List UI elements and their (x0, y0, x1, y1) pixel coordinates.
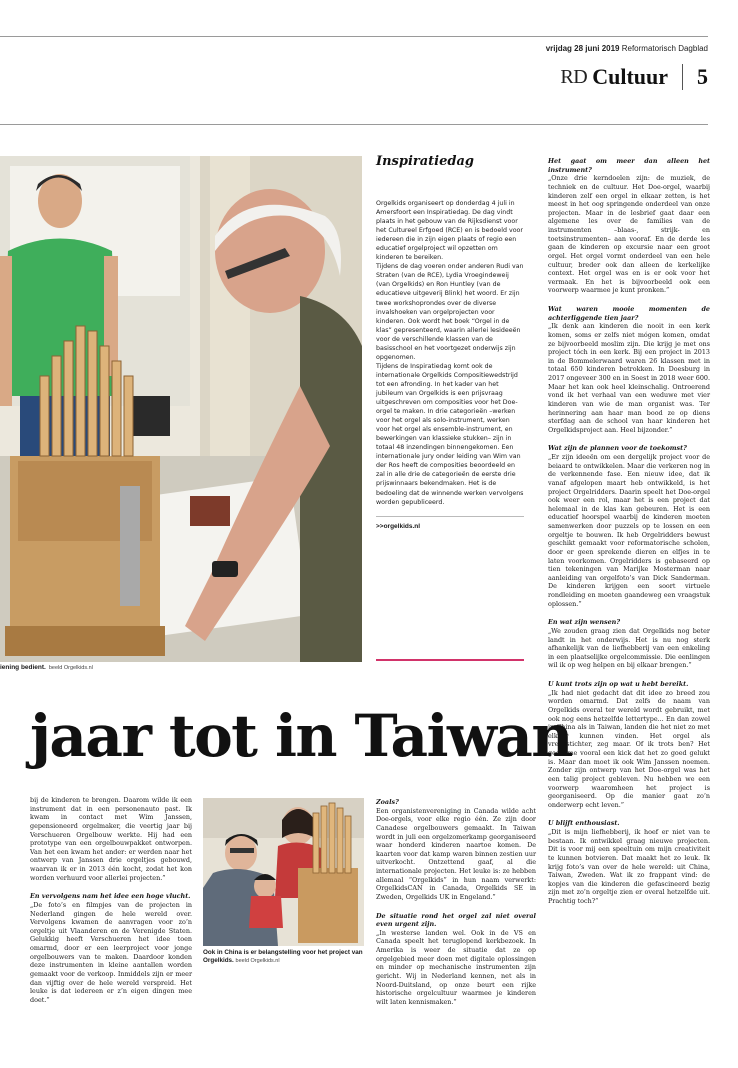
inspiratiedag-title: Inspiratiedag (376, 154, 474, 169)
date: vrijdag 28 juni 2019 (545, 44, 620, 53)
china-photo-caption (203, 949, 364, 965)
inspiratiedag-paragraph: Orgelkids organiseert op donderdag 4 juli in Amersfoort een Inspiratiedag. De dag vindt plaats in het gebouw van de Rijksdienst voor het Cultureel Erfgoed (RCE) en is bedoeld voor iedereen die in zijn eigen plaats of regio een educatief orgelproject wil opzetten om kinderen te bereiken. (376, 200, 524, 262)
section-name: Cultuur (592, 64, 668, 89)
interview-question: En vervolgens nam het idee een hoge vlucht. (30, 892, 191, 901)
interview-question: En wat zijn wensen? (548, 618, 621, 627)
page-number: 5 (697, 64, 708, 89)
interview-answer: „Onze drie kerndoelen zijn: de muziek, de techniek en de cultuur. Het Doe-orgel, waarbij kinderen zelf een orgel in elkaar zetten, is het meest in het oog springende onderdeel van onze projecten. Maar in de lesbrief gaat daar een algemene les over de families van de instrumenten –blaas-, strijk- en toetsinstrumenten– aan vooraf. En de derde les gaan de kinderen op excursie naar een groot orgel. Het orgel vormt onderdeel van een hele cultuur, breder ook dan alleen de kerkelijke context. Het orgel was en is er ook voor het vermaak. En het is bijvoorbeeld ook een voorwerp waarmee je kunt pronken.” (548, 174, 710, 295)
main-caption-text: iening bedient. (0, 664, 46, 671)
interview-question: Zoals? (376, 798, 399, 806)
interview-question: De situatie rond het orgel zal niet overal even urgent zijn. (376, 911, 536, 929)
interview-answer: Een organistenvereniging in Canada wilde acht Doe-orgels, voor elke regio één. Ze zijn door Canadese orgelbouwers gemaakt. In Taiwan wordt in juli een orgelzomerkamp georganiseerd waar honderd kinderen naartoe komen. De kaarten voor dat kamp waren binnen zestien uur uitverkocht. Ontzettend gaaf, al die internationale projecten. Het leuke is: ze hebben allemaal “Orgelkids” in hun naam verwerkt: OrgelkidsCAN in Canada, Orgelkids SE in Zweden, Orgelkids UK in Engeland.” (376, 806, 536, 901)
section-header (560, 64, 708, 90)
inspiratiedag-paragraph: Tijdens de dag voeren onder anderen Rudi van Straten (van de RCE), Lydia Vroegindeweij (van Orgelkids) en Ron Huntley (van de educatieve uitgeverij Blink) het woord. Er zijn twee workshoprondes over de diverse invalshoeken van orgelprojecten voor kinderen. Ook wordt het boek “Orgel in de klas” gepresenteerd, waarin allerlei lesideeën voor de verschillende klassen van de basisschool en het voortgezet onderwijs zijn opgenomen. (376, 263, 524, 361)
interview-answer: „De foto’s en filmpjes van de projecten in Nederland gingen de hele wereld over. Vervolgens kwamen de aanvragen voor zo’n orgeltje uit Vlaanderen en de Verenigde Staten. Gelukkig heeft Verschueren het idee toen omarmd, door er een leerproject voor jonge orgelbouwers van te maken. Daardoor konden deze instrumenten in kleine aantallen worden gemaakt voor de verkoop. Inmiddels zijn er meer dan vijftig over de hele wereld verspreid. Het leuke is dat iedereen er z’n eigen dingen mee doet.” (30, 900, 192, 1004)
right-column (548, 155, 710, 916)
interview-answer: „We zouden graag zien dat Orgelkids nog beter landt in het onderwijs. Het is nu nog sterk afhankelijk van de liefhebberij van een enkeling in een plaatselijke orgelcommissie. Die eenlingen wil ik op weg helpen en bij elkaar brengen.” (548, 626, 710, 670)
interview-answer: bij de kinderen te brengen. Daarom wilde ik een instrument dat in een personenauto past. Ik kwam in contact met Wim Janssen, gepensioneerd orgelmaker, die veertig jaar bij Verschueren Orgelbouw werkte. Hij had een prototype van een orgelbouwpakket ontworpen. Van het een kwam het ander: er werden naar het ontwerp van Janssen drie orgeltjes gebouwd, waarvan ik er in 2013 één kocht, zodat het kon worden verhuurd voor allerlei projecten.” (30, 796, 192, 882)
left-column (30, 796, 192, 1014)
main-photo (0, 156, 362, 662)
china-photo (203, 798, 364, 946)
interview-question: Het gaat om meer dan alleen het instrument? (548, 157, 710, 174)
interview-answer: „Ik denk aan kinderen die nooit in een kerk komen, soms er zelfs niet mógen komen, omdat ze bijvoorbeeld moslim zijn. Die krijg je met ons project tóch in een kerk. Bij een project in 2013 in de Bommelerwaard waren 26 klassen met in totaal 650 kinderen betrokken. In Doesburg in 2017 ongeveer 300 en in Soest in 2018 weer 600. Maar het kan ook heel kleinschalig. Ontroerend vond ik het verhaal van een weduwe met vier kinderen van wie de man organist was. Ter herinnering aan haar man bood ze op diens sterfdag aan de school van haar kinderen het Orgelkidsproject aan. Heel bijzonder.” (548, 322, 710, 434)
inspiratiedag-box (376, 154, 524, 530)
interview-answer: „In westerse landen wel. Ook in de VS en Canada speelt het teruglopend kerkbezoek. In Amerika is weer de situatie dat ze op orgelgebied meer doen met digitale oplossingen en minder op mechanische instrumenten zijn gericht. Wij in Nederland kennen, net als in Noord-Duitsland, op onze beurt een rijke historische orgelcultuur waarmee je kinderen wilt laten kennismaken.” (376, 928, 536, 1006)
pink-divider (376, 659, 524, 661)
interview-answer: „Ik had niet gedacht dat dit idee zo breed zou worden omarmd. Dat zelfs de naam van Orgelkids overal ter wereld wordt gebruikt, met ook nog eens hetzelfde lettertype... En dan zowel in China als in Taiwan, landen die het niet zo met elkaar kunnen vinden. Het orgel als vredestichter, zeg maar. Of ik trots ben? Het geeft me vooral een kick dat het zo goed gelukt is. Maar dan moet ik ook Wim Janssen noemen. Zonder zijn ontwerp van het Doe-orgel was het een talig project gebleven. Nu hebben we een voorwerp waaromheen het project is georganiseerd. Op die manier gaat zo’n onderwerp echt leven.” (548, 688, 710, 809)
interview-answer: „Dit is mijn liefhebberij, ik hoef er niet van te bestaan. Ik ontwikkel graag nieuwe projecten. Dit is voor mij een speeltuin om mijn creativiteit te kunnen botvieren. Dat maakt het zo leuk. Ik krijg foto’s van over de hele wereld: uit China, Taiwan, Zweden. Wat ik zo frappant vind: de kopjes van die kinderen die gefascineerd bezig zijn met zo’n orgeltje zien er overal hetzelfde uit. Prachtig toch?” (548, 828, 710, 905)
section-abbreviation: RD (560, 65, 588, 88)
header-rule (0, 124, 708, 125)
main-photo-caption (0, 664, 93, 671)
china-caption-text: Ook in China is er belangstelling voor het project van Orgelkids. (203, 949, 363, 964)
interview-answer: „Er zijn ideeën om een dergelijk project voor de beiaard te ontwikkelen. Maar die verkeren nog in de verkennende fase. Een nieuw idee, dat ik vanaf afgelopen maart heb ontwikkeld, is het project Orgelridders. Daarin speelt het Doe-orgel ook weer een rol, maar het is een project dat helemaal in de klas kan gebeuren. Het is een educatief hoorspel waarbij de kinderen moeten samenwerken door puzzels op te lossen en een orgeltje te bouwen. Ik heb Orgelridders bewust geschikt gemaakt voor reformatorische scholen, door er geen sprekende dieren en elfjes in te laten voorkomen. Orgelridders is gebaseerd op tien tekeningen van Marijke Mosterman naar aanleiding van orgelfoto’s van Dick Sanderman. De kinderen krijgen een soort virtuele rondleiding en moeten gaandeweg een vraagstuk oplossen.” (548, 453, 710, 608)
main-photo-credit: beeld Orgelkids.nl (48, 665, 93, 671)
dateline (546, 44, 708, 53)
interview-question: Wat zijn de plannen voor de toekomst? (548, 444, 687, 453)
section-divider (682, 64, 683, 90)
orgelkids-link[interactable]: >>orgelkids.nl (376, 516, 524, 530)
interview-question: Wat waren mooie momenten de achterliggende tien jaar? (548, 305, 710, 322)
china-photo-credit: beeld Orgelkids.nl (235, 958, 280, 964)
top-rule (0, 36, 708, 37)
inspiratiedag-paragraph: Tijdens de Inspiratiedag komt ook de internationale Orgelkids Compositiewedstrijd tot een afronding. In het kader van het jubileum van Orgelkids is een prijsvraag uitgeschreven om composities voor het Doe-orgel te maken. In drie categorieën –werken voor het orgel als solo-instrument, werken voor het orgel als ensemble-instrument, en bewerkingen van klassieke stukken– zijn in totaal 48 inzendingen binnengekomen. Een internationale jury onder leiding van Wim van der Ros heeft de composities beoordeeld en zal in alle drie de categorieën de eerste drie prijswinnaars bekendmaken. Het is de bedoeling dat de winnende werken vervolgens worden gepubliceerd. (376, 362, 524, 506)
interview-question: U kunt trots zijn op wat u hebt bereikt. (548, 680, 689, 688)
publication-name: Reformatorisch Dagblad (621, 44, 708, 53)
middle-column (376, 796, 536, 1016)
article-headline: jaar tot in Taiwan (30, 702, 572, 770)
interview-question: U blijft enthousiast. (548, 819, 620, 828)
